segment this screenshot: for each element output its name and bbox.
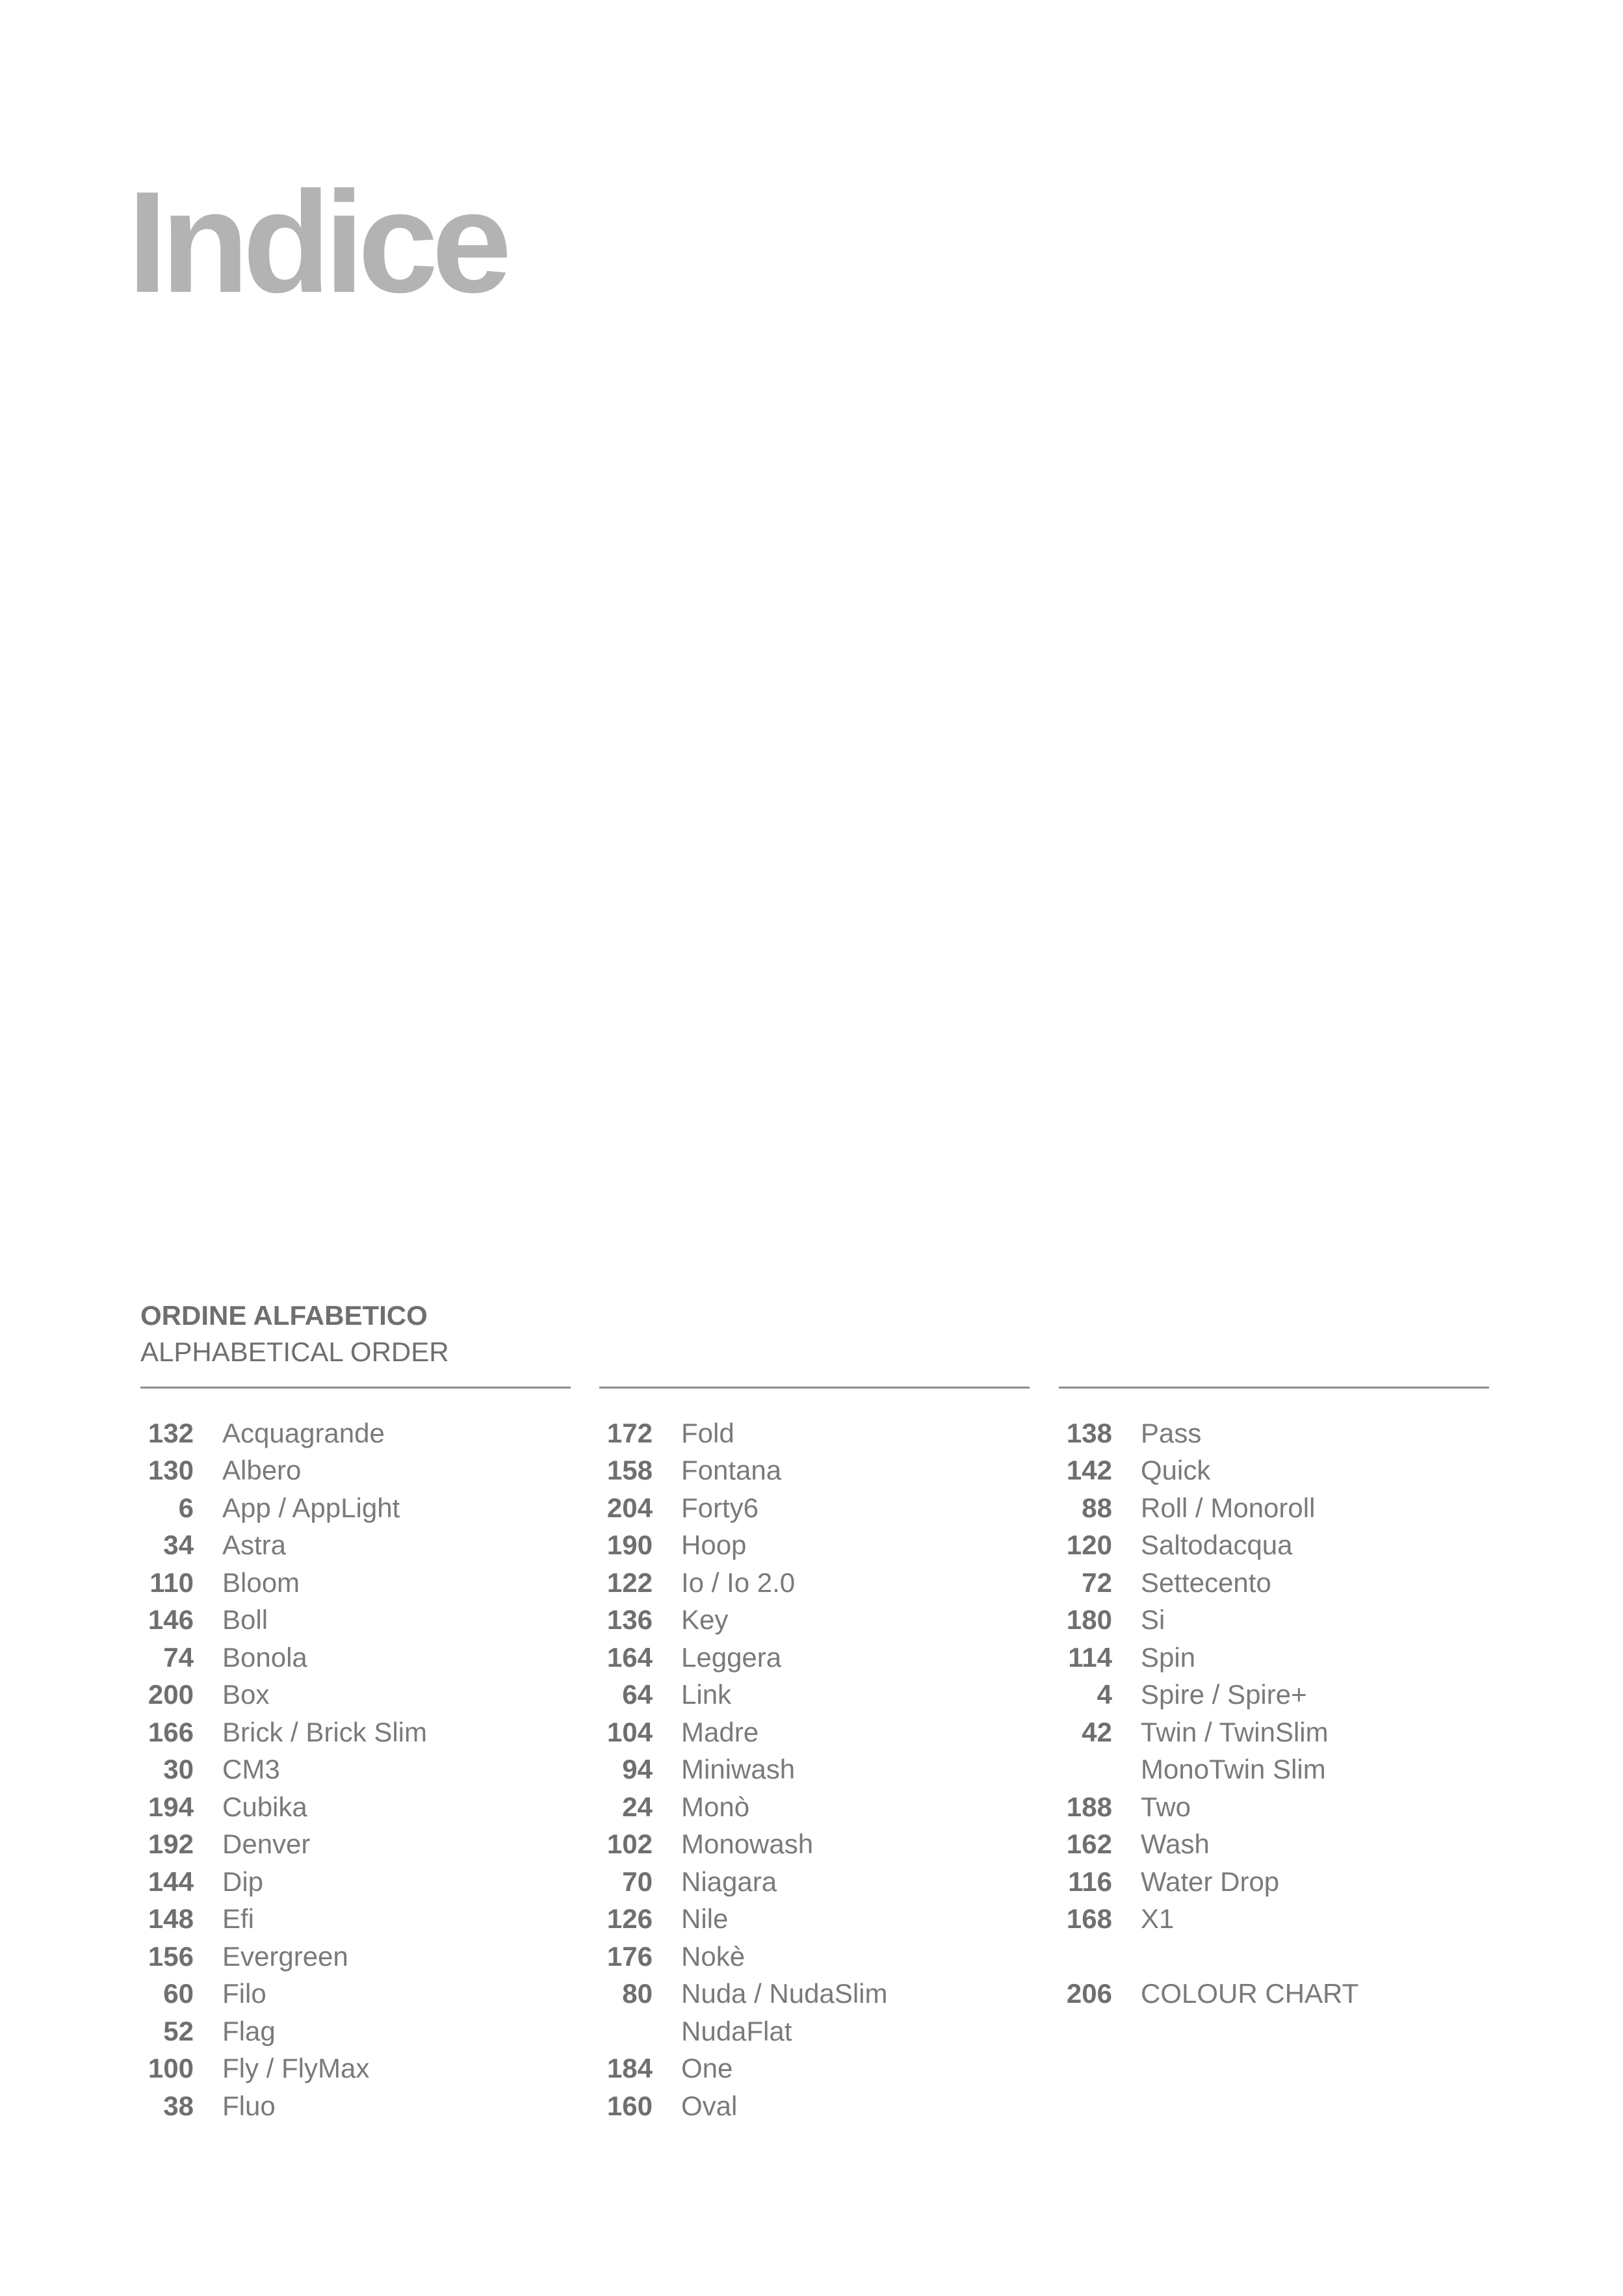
product-name: Settecento bbox=[1141, 1567, 1271, 1598]
product-name: Efi bbox=[222, 1903, 255, 1935]
index-entry[interactable] bbox=[140, 1639, 571, 1676]
index-entry[interactable] bbox=[599, 1415, 1030, 1452]
page-number: 122 bbox=[606, 1567, 653, 1598]
page-number: 142 bbox=[1066, 1455, 1112, 1486]
product-name: Dip bbox=[222, 1866, 264, 1897]
product-name: Cubika bbox=[222, 1791, 307, 1822]
index-entry[interactable] bbox=[140, 1788, 571, 1826]
index-entry[interactable] bbox=[599, 2013, 1030, 2050]
index-entry[interactable] bbox=[1059, 1788, 1489, 1826]
page-number: 172 bbox=[606, 1417, 653, 1448]
page-number: 164 bbox=[606, 1641, 653, 1673]
product-name: Spin bbox=[1141, 1641, 1196, 1673]
product-name: Box bbox=[222, 1679, 270, 1710]
index-entry[interactable] bbox=[140, 1676, 571, 1714]
index-entry[interactable] bbox=[1059, 1714, 1489, 1751]
list-gap bbox=[1059, 1938, 1489, 1976]
product-name: Si bbox=[1141, 1604, 1165, 1636]
index-entry[interactable] bbox=[599, 1676, 1030, 1714]
page-number: 60 bbox=[163, 1978, 194, 2009]
page-number: 100 bbox=[148, 2053, 194, 2084]
index-entry[interactable] bbox=[140, 1863, 571, 1901]
page-number: 136 bbox=[606, 1604, 653, 1636]
page-number: 144 bbox=[148, 1866, 194, 1897]
product-name: Nile bbox=[681, 1903, 729, 1935]
index-list bbox=[599, 1389, 1030, 2125]
page-title: Indice bbox=[127, 162, 506, 323]
index-entry[interactable] bbox=[140, 1826, 571, 1864]
product-name: Spire / Spire+ bbox=[1141, 1679, 1307, 1710]
page-number: 184 bbox=[606, 2053, 653, 2084]
product-name: Wash bbox=[1141, 1829, 1210, 1860]
page-number: 130 bbox=[148, 1455, 194, 1486]
page-number: 120 bbox=[1066, 1530, 1112, 1561]
product-name: Denver bbox=[222, 1829, 311, 1860]
page-number: 194 bbox=[148, 1791, 194, 1822]
page-number: 52 bbox=[163, 2015, 194, 2046]
index-entry[interactable] bbox=[1059, 1863, 1489, 1901]
product-name: Twin / TwinSlim bbox=[1141, 1716, 1329, 1747]
colour-chart-entry[interactable] bbox=[1059, 1976, 1489, 2013]
index-entry[interactable] bbox=[599, 1751, 1030, 1789]
product-name: Oval bbox=[681, 2090, 738, 2121]
index-entry[interactable] bbox=[140, 1602, 571, 1639]
page-number: 190 bbox=[606, 1530, 653, 1561]
page-number: 94 bbox=[622, 1754, 653, 1785]
index-entry[interactable] bbox=[1059, 1602, 1489, 1639]
index-entry[interactable] bbox=[140, 1415, 571, 1452]
index-entry[interactable] bbox=[140, 2087, 571, 2125]
index-entry[interactable] bbox=[140, 1901, 571, 1938]
product-name: Fold bbox=[681, 1417, 734, 1448]
index-entry[interactable] bbox=[599, 1826, 1030, 1864]
page-number: 156 bbox=[148, 1940, 194, 1972]
product-name: Bonola bbox=[222, 1641, 307, 1673]
product-name: Brick / Brick Slim bbox=[222, 1716, 427, 1747]
page-number: 200 bbox=[148, 1679, 194, 1710]
page-number: 162 bbox=[1066, 1829, 1112, 1860]
page-number: 6 bbox=[178, 1492, 194, 1523]
page-number: 88 bbox=[1082, 1492, 1112, 1523]
product-name: Roll / Monoroll bbox=[1141, 1492, 1316, 1523]
index-column-2 bbox=[599, 1387, 1030, 2125]
page-number: 192 bbox=[148, 1829, 194, 1860]
product-name: Quick bbox=[1141, 1455, 1211, 1486]
page-number: 74 bbox=[163, 1641, 194, 1673]
index-entry[interactable] bbox=[599, 1788, 1030, 1826]
product-name: Niagara bbox=[681, 1866, 777, 1897]
index-entry[interactable] bbox=[1059, 1452, 1489, 1490]
index-list bbox=[140, 1389, 571, 2125]
product-name: Water Drop bbox=[1141, 1866, 1280, 1897]
product-name: CM3 bbox=[222, 1754, 280, 1785]
index-entry[interactable] bbox=[599, 1976, 1030, 2013]
product-name: Fly / FlyMax bbox=[222, 2053, 370, 2084]
page-number: 132 bbox=[148, 1417, 194, 1448]
product-name: Monò bbox=[681, 1791, 750, 1822]
index-entry[interactable] bbox=[599, 1938, 1030, 1976]
page-number: 158 bbox=[606, 1455, 653, 1486]
product-name: Nokè bbox=[681, 1940, 746, 1972]
index-entry[interactable] bbox=[140, 1976, 571, 2013]
page-number: 146 bbox=[148, 1604, 194, 1636]
index-entry[interactable] bbox=[599, 2087, 1030, 2125]
page-number: 102 bbox=[606, 1829, 653, 1860]
page-number: 206 bbox=[1066, 1978, 1112, 2009]
index-entry[interactable] bbox=[599, 1639, 1030, 1676]
page-number: 70 bbox=[622, 1866, 653, 1897]
index-entry[interactable] bbox=[1059, 1415, 1489, 1452]
product-name: Pass bbox=[1141, 1417, 1202, 1448]
page-number: 64 bbox=[622, 1679, 653, 1710]
product-name: One bbox=[681, 2053, 733, 2084]
product-name: Io / Io 2.0 bbox=[681, 1567, 796, 1598]
page-number: 160 bbox=[606, 2090, 653, 2121]
index-entry[interactable] bbox=[599, 1527, 1030, 1565]
product-name: X1 bbox=[1141, 1903, 1175, 1935]
index-entry[interactable] bbox=[140, 1489, 571, 1527]
product-name: Nuda / NudaSlim bbox=[681, 1978, 888, 2009]
index-column-3 bbox=[1059, 1387, 1489, 2013]
index-entry[interactable] bbox=[599, 1489, 1030, 1527]
product-name: Miniwash bbox=[681, 1754, 796, 1785]
page-number: 126 bbox=[606, 1903, 653, 1935]
product-name: Saltodacqua bbox=[1141, 1530, 1293, 1561]
page-number: 72 bbox=[1082, 1567, 1112, 1598]
index-entry[interactable] bbox=[140, 1938, 571, 1976]
index-entry[interactable] bbox=[1059, 1639, 1489, 1676]
index-entry[interactable] bbox=[140, 2050, 571, 2088]
product-name: Boll bbox=[222, 1604, 268, 1636]
product-name: Acquagrande bbox=[222, 1417, 385, 1448]
page-number: 166 bbox=[148, 1716, 194, 1747]
product-name: Astra bbox=[222, 1530, 287, 1561]
index-entry[interactable] bbox=[140, 1527, 571, 1565]
page-number: 138 bbox=[1066, 1417, 1112, 1448]
page-number: 30 bbox=[163, 1754, 194, 1785]
index-entry[interactable] bbox=[599, 1714, 1030, 1751]
index-heading bbox=[140, 1298, 449, 1370]
page-number: 148 bbox=[148, 1903, 194, 1935]
product-name: Link bbox=[681, 1679, 732, 1710]
index-column-1 bbox=[140, 1387, 571, 2125]
index-entry[interactable] bbox=[1059, 1901, 1489, 1938]
page-number: 180 bbox=[1066, 1604, 1112, 1636]
index-entry[interactable] bbox=[140, 1452, 571, 1490]
index-entry[interactable] bbox=[1059, 1826, 1489, 1864]
page-number: 34 bbox=[163, 1530, 194, 1561]
index-entry[interactable] bbox=[599, 1452, 1030, 1490]
page-number: 104 bbox=[606, 1716, 653, 1747]
heading-english: ALPHABETICAL ORDER bbox=[140, 1337, 449, 1367]
product-name: Forty6 bbox=[681, 1492, 759, 1523]
page-number: 38 bbox=[163, 2090, 194, 2121]
product-name: Filo bbox=[222, 1978, 266, 2009]
product-name: MonoTwin Slim bbox=[1141, 1754, 1326, 1785]
page-number: 80 bbox=[622, 1978, 653, 2009]
index-entry[interactable] bbox=[599, 1901, 1030, 1938]
index-entry[interactable] bbox=[599, 1863, 1030, 1901]
page-number: 114 bbox=[1068, 1641, 1112, 1673]
heading-italian: ORDINE ALFABETICO bbox=[140, 1300, 428, 1331]
product-name: COLOUR CHART bbox=[1141, 1978, 1359, 2009]
product-name: Fontana bbox=[681, 1455, 782, 1486]
product-name: App / AppLight bbox=[222, 1492, 400, 1523]
index-entry[interactable] bbox=[1059, 1676, 1489, 1714]
product-name: Fluo bbox=[222, 2090, 276, 2121]
index-entry[interactable] bbox=[599, 2050, 1030, 2088]
page-number: 24 bbox=[622, 1791, 653, 1822]
product-name: Madre bbox=[681, 1716, 759, 1747]
product-name: Flag bbox=[222, 2015, 276, 2046]
page-number: 110 bbox=[149, 1567, 194, 1598]
index-entry[interactable] bbox=[1059, 1564, 1489, 1602]
product-name: Two bbox=[1141, 1791, 1191, 1822]
product-name: NudaFlat bbox=[681, 2015, 792, 2046]
page-number: 176 bbox=[606, 1940, 653, 1972]
page-number: 116 bbox=[1068, 1866, 1112, 1897]
product-name: Hoop bbox=[681, 1530, 747, 1561]
index-entry[interactable] bbox=[1059, 1751, 1489, 1789]
product-name: Key bbox=[681, 1604, 729, 1636]
index-list bbox=[1059, 1389, 1489, 2013]
page-number: 204 bbox=[606, 1492, 653, 1523]
product-name: Albero bbox=[222, 1455, 302, 1486]
index-entry[interactable] bbox=[140, 1564, 571, 1602]
product-name: Monowash bbox=[681, 1829, 814, 1860]
page-number: 42 bbox=[1082, 1716, 1112, 1747]
product-name: Bloom bbox=[222, 1567, 300, 1598]
product-name: Evergreen bbox=[222, 1940, 348, 1972]
index-entry[interactable] bbox=[599, 1602, 1030, 1639]
product-name: Leggera bbox=[681, 1641, 782, 1673]
index-entry[interactable] bbox=[1059, 1489, 1489, 1527]
index-entry[interactable] bbox=[599, 1564, 1030, 1602]
index-entry[interactable] bbox=[140, 2013, 571, 2050]
index-entry[interactable] bbox=[1059, 1527, 1489, 1565]
index-entry[interactable] bbox=[140, 1751, 571, 1789]
page-number: 168 bbox=[1066, 1903, 1112, 1935]
page-number: 188 bbox=[1066, 1791, 1112, 1822]
index-entry[interactable] bbox=[140, 1714, 571, 1751]
page-number: 4 bbox=[1097, 1679, 1112, 1710]
